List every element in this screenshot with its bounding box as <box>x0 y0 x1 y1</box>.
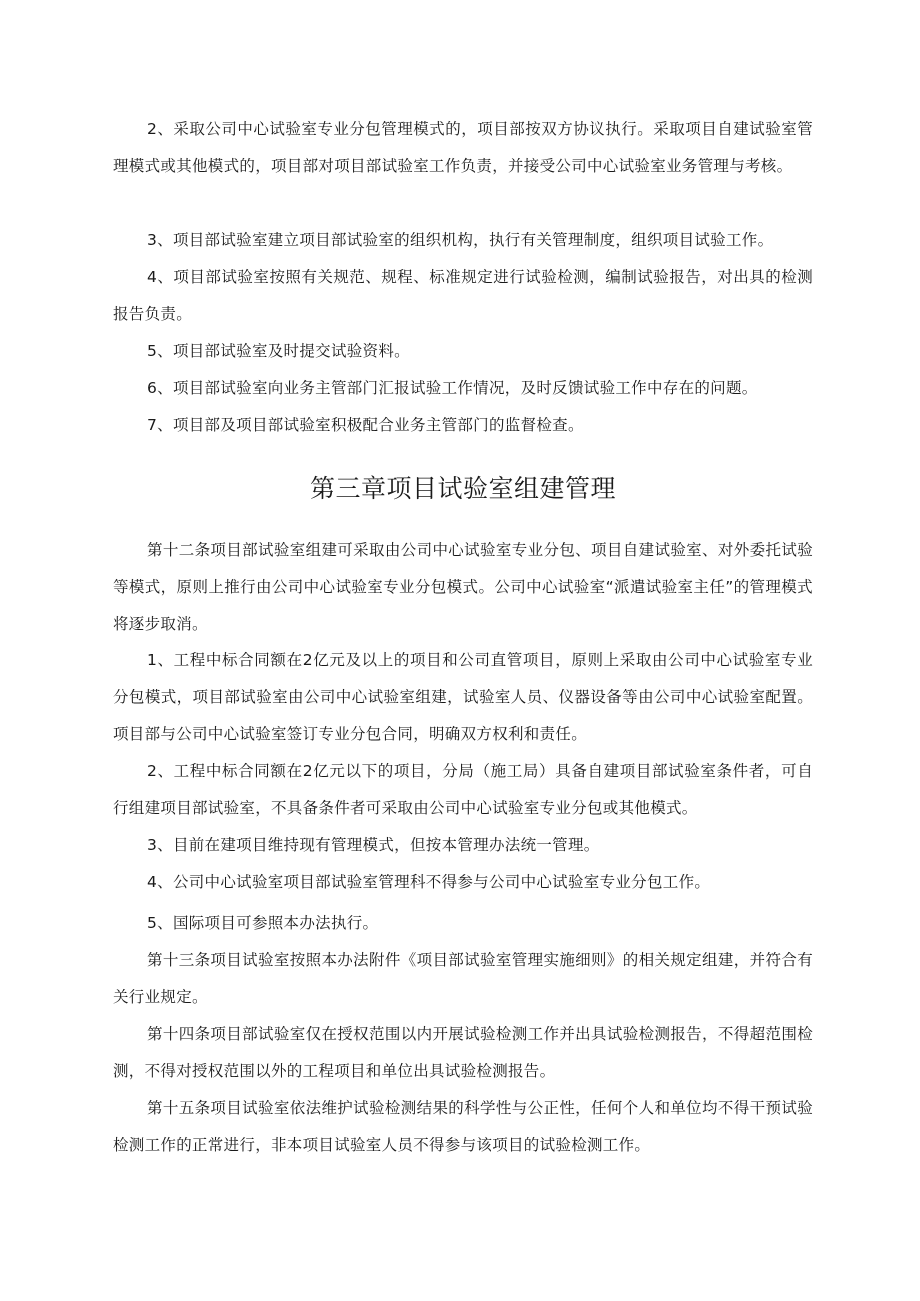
article-12: 第十二条项目部试验室组建可采取由公司中心试验室专业分包、项目自建试验室、对外委托试验等模式，原则上推行由公司中心试验室专业分包模式。公司中心试验室“派遣试验室主任”的管理模式将逐步取消。 <box>113 541 813 633</box>
paragraph-item-6: 6、项目部试验室向业务主管部门汇报试验工作情况，及时反馈试验工作中存在的问题。 <box>147 379 758 397</box>
paragraph-item-4: 4、项目部试验室按照有关规范、规程、标准规定进行试验检测，编制试验报告，对出具的检测报告负责。 <box>113 268 813 323</box>
article-12-item-2: 2、工程中标合同额在2亿元以下的项目，分局（施工局）具备自建项目部试验室条件者，可自行组建项目部试验室，不具备条件者可采取由公司中心试验室专业分包或其他模式。 <box>113 762 813 817</box>
article-12-item-4: 4、公司中心试验室项目部试验室管理科不得参与公司中心试验室专业分包工作。 <box>147 873 711 891</box>
article-12-item-1: 1、工程中标合同额在2亿元及以上的项目和公司直管项目，原则上采取由公司中心试验室专业分包模式，项目部试验室由公司中心试验室组建，试验室人员、仪器设备等由公司中心试验室配置。项目部与公司中心试验室签订专业分包合同，明确双方权利和责任。 <box>113 651 813 743</box>
paragraph-item-3: 3、项目部试验室建立项目部试验室的组织机构，执行有关管理制度，组织项目试验工作。 <box>147 231 774 249</box>
paragraph-item-2: 2、采取公司中心试验室专业分包管理模式的，项目部按双方协议执行。采取项目自建试验室管理模式或其他模式的，项目部对项目部试验室工作负责，并接受公司中心试验室业务管理与考核。 <box>113 120 813 175</box>
article-12-item-3: 3、目前在建项目维持现有管理模式，但按本管理办法统一管理。 <box>147 836 600 854</box>
article-13: 第十三条项目试验室按照本办法附件《项目部试验室管理实施细则》的相关规定组建，并符合有关行业规定。 <box>113 951 813 1006</box>
chapter-title: 第三章项目试验室组建管理 <box>309 474 616 503</box>
article-14: 第十四条项目部试验室仅在授权范围以内开展试验检测工作并出具试验检测报告，不得超范围检测，不得对授权范围以外的工程项目和单位出具试验检测报告。 <box>113 1025 813 1080</box>
paragraph-item-7: 7、项目部及项目部试验室积极配合业务主管部门的监督检查。 <box>147 416 584 434</box>
article-12-item-5: 5、国际项目可参照本办法执行。 <box>147 914 379 932</box>
paragraph-item-5: 5、项目部试验室及时提交试验资料。 <box>147 342 410 360</box>
article-15: 第十五条项目试验室依法维护试验检测结果的科学性与公正性，任何个人和单位均不得干预试验检测工作的正常进行，非本项目试验室人员不得参与该项目的试验检测工作。 <box>113 1099 813 1154</box>
